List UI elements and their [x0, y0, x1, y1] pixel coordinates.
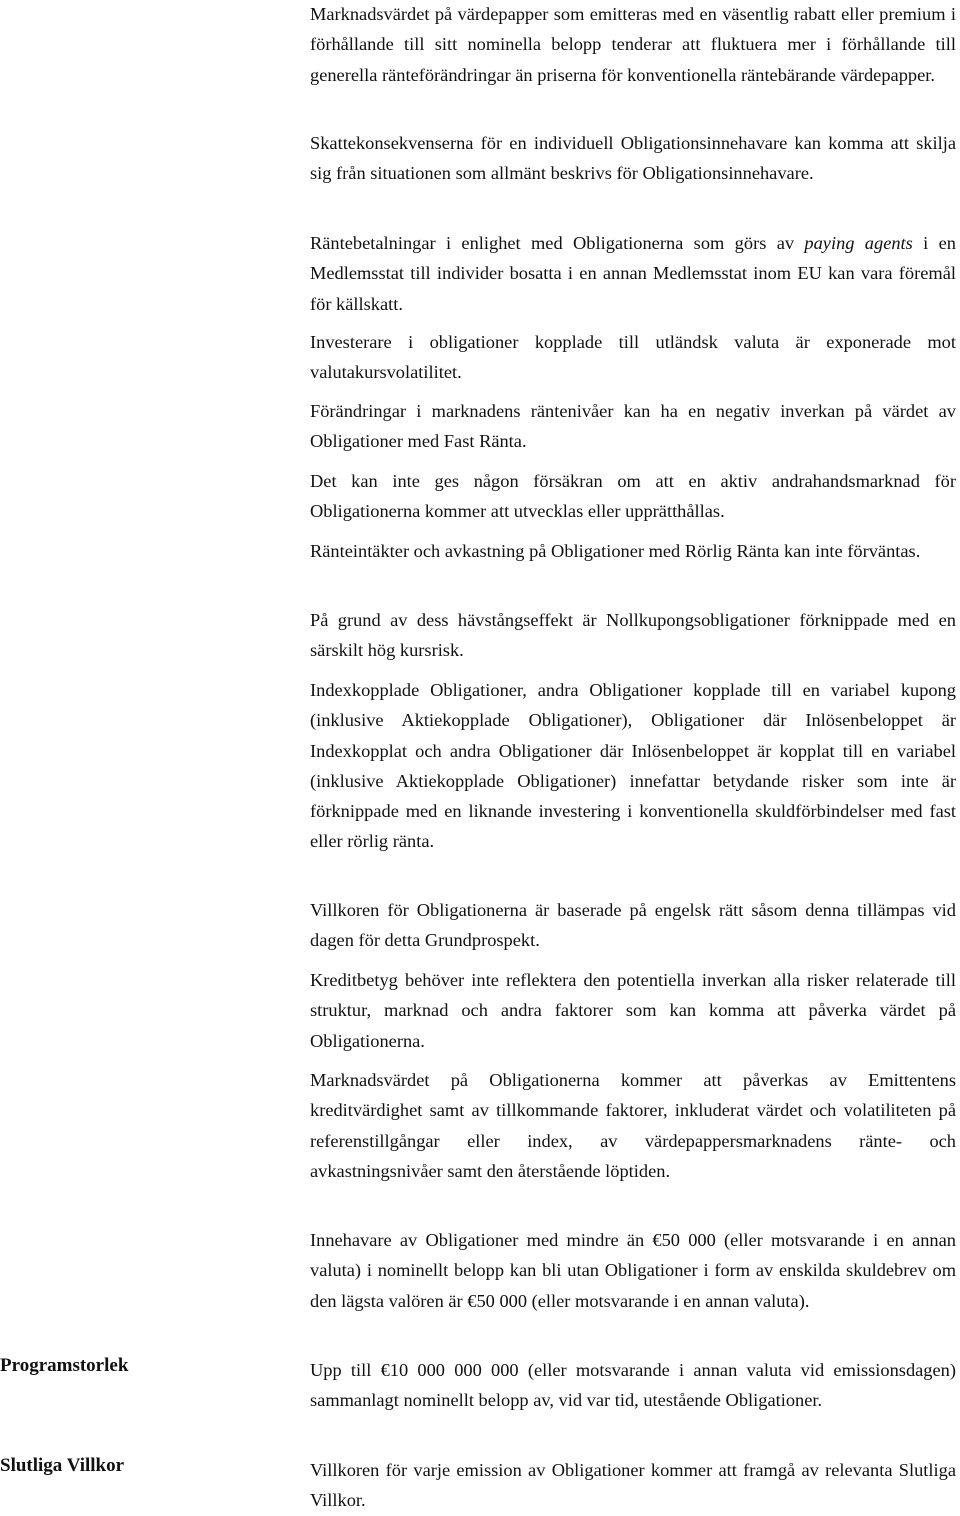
risk-paragraph-11: Kreditbetyg behöver inte reflektera den potentiella inverkan alla risker relaterade till struktur, marknad och andra faktorer som kan komma att påverka värdet på Obligationerna. [310, 970, 956, 1051]
risk-paragraph-5: Förändringar i marknadens räntenivåer kan ha en negativ inverkan på värdet av Obligationer med Fast Ränta. [310, 401, 956, 452]
risk-paragraph-10: Villkoren för Obligationerna är baserade på engelsk rätt såsom denna tillämpas vid dagen för detta Grundprospekt. [310, 900, 956, 951]
section-text-slutliga-villkor: Villkoren för varje emission av Obligationer kommer att framgå av relevanta Slutliga Villkor. [310, 1460, 956, 1511]
risk-paragraph-8: På grund av dess hävstångseffekt är Nollkupongsobligationer förknippade med en särskilt hög kursrisk. [310, 610, 956, 661]
risk-paragraph-3-end: i en Medlemsstat till individer bosatta i en annan Medlemsstat inom EU kan vara föremål för källskatt. [310, 233, 956, 314]
risk-paragraph-3-start: Räntebetalningar i enlighet med Obligationerna som görs av [310, 233, 805, 253]
section-label-programstorlek: Programstorlek [0, 1355, 129, 1376]
risk-paragraph-1: Marknadsvärdet på värdepapper som emitteras med en väsentlig rabatt eller premium i förhållande till sitt nominella belopp tenderar att fluktuera mer i förhållande till generella ränteförändringar än priserna för konventionella räntebärande värdepapper. [310, 4, 956, 85]
risk-paragraph-3 [310, 228, 956, 319]
risk-paragraph-3-italic: paying agents [804, 233, 913, 253]
risk-paragraph-12: Marknadsvärdet på Obligationerna kommer att påverkas av Emittentens kreditvärdighet samt av tillkommande faktorer, inkluderat värdet och volatiliteten på referenstillgångar eller index, av värdepappersmarknadens ränte- och avkastningsnivåer samt den återstående löptiden. [310, 1070, 956, 1181]
risk-paragraph-2: Skattekonsekvenserna för en individuell Obligationsinnehavare kan komma att skilja sig från situationen som allmänt beskrivs för Obligationsinnehavare. [310, 133, 956, 184]
section-text-programstorlek: Upp till €10 000 000 000 (eller motsvarande i annan valuta vid emissionsdagen) sammanlagt nominellt belopp av, vid var tid, utestående Obligationer. [310, 1360, 956, 1411]
risk-paragraph-7: Ränteintäkter och avkastning på Obligationer med Rörlig Ränta kan inte förväntas. [310, 541, 921, 561]
risk-paragraph-13: Innehavare av Obligationer med mindre än €50 000 (eller motsvarande i en annan valuta) i nominellt belopp kan bli utan Obligationer i form av enskilda skuldebrev om den lägsta valören är €50 000 (eller motsvarande i en annan valuta). [310, 1230, 956, 1311]
risk-paragraph-6: Det kan inte ges någon försäkran om att en aktiv andrahandsmarknad för Obligationerna kommer att utvecklas eller upprätthållas. [310, 471, 956, 522]
section-label-slutliga-villkor: Slutliga Villkor [0, 1455, 125, 1476]
risk-paragraph-9: Indexkopplade Obligationer, andra Obligationer kopplade till en variabel kupong (inklusive Aktiekopplade Obligationer), Obligationer där Inlösenbeloppet är Indexkopplat och andra Obligationer där Inlösenbeloppet är kopplat till en variabel (inklusive Aktiekopplade Obligationer) innefattar betydande risker som inte är förknippade med en liknande investering i konventionella skuldförbindelser med fast eller rörlig ränta. [310, 680, 956, 852]
risk-paragraph-4: Investerare i obligationer kopplade till utländsk valuta är exponerade mot valutakursvolatilitet. [310, 332, 956, 383]
